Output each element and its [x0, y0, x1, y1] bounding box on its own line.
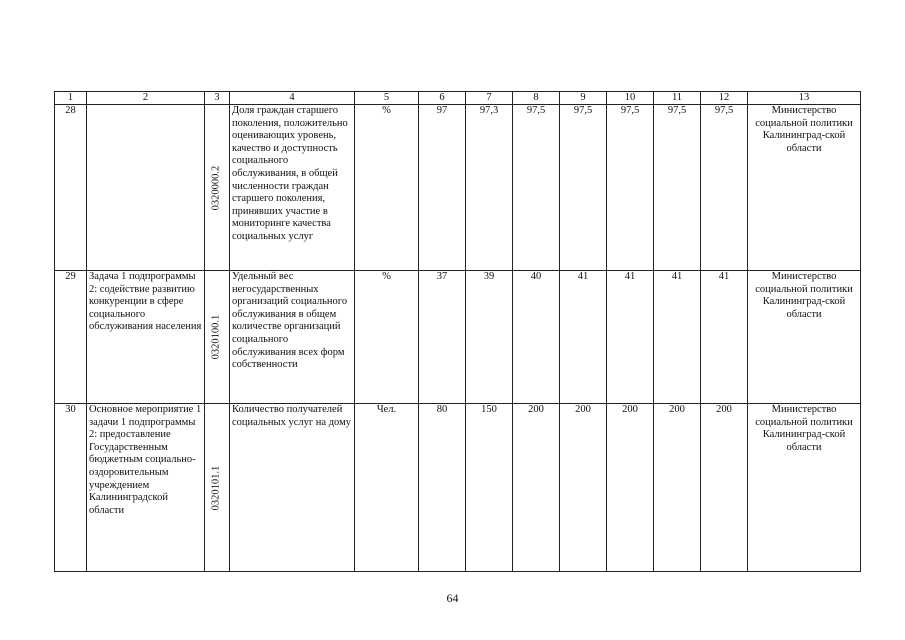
responsible-agency: Министерство социальной политики Калининград-ской области	[748, 271, 861, 404]
value-col-11: 41	[654, 271, 701, 404]
indicator-name: Количество получателей социальных услуг на дому	[230, 404, 355, 572]
value-col-10: 41	[607, 271, 654, 404]
value-col-6: 97	[419, 105, 466, 271]
value-col-12: 97,5	[701, 105, 748, 271]
col-header-5: 5	[355, 92, 419, 105]
value-col-11: 97,5	[654, 105, 701, 271]
col-header-9: 9	[560, 92, 607, 105]
value-col-10: 97,5	[607, 105, 654, 271]
code-cell	[205, 404, 230, 572]
col-header-12: 12	[701, 92, 748, 105]
col-header-8: 8	[513, 92, 560, 105]
value-col-6: 37	[419, 271, 466, 404]
indicator-code: 0320000.2	[210, 165, 222, 210]
task-description: Основное мероприятие 1 задачи 1 подпрограммы 2: предоставление Государственным бюджетным социально-оздоровительным учреждением Калининградской области	[87, 404, 205, 572]
value-col-9: 200	[560, 404, 607, 572]
code-cell	[205, 105, 230, 271]
responsible-agency: Министерство социальной политики Калининград-ской области	[748, 105, 861, 271]
row-number: 29	[55, 271, 87, 404]
value-col-8: 40	[513, 271, 560, 404]
col-header-3: 3	[205, 92, 230, 105]
col-header-6: 6	[419, 92, 466, 105]
indicator-name: Удельный вес негосударственных организаций социального обслуживания в общем количестве организаций социального обслуживания всех форм собственности	[230, 271, 355, 404]
value-col-11: 200	[654, 404, 701, 572]
indicator-name: Доля граждан старшего поколения, положительно оценивающих уровень, качество и доступность социального обслуживания, в общей численности граждан старшего поколения, принявших участие в мониторинге качества социальных услуг	[230, 105, 355, 271]
unit: Чел.	[355, 404, 419, 572]
header-row	[55, 92, 861, 105]
col-header-11: 11	[654, 92, 701, 105]
indicator-code: 0320100.1	[210, 314, 222, 360]
task-description	[87, 105, 205, 271]
code-cell	[205, 271, 230, 404]
value-col-12: 200	[701, 404, 748, 572]
value-col-9: 41	[560, 271, 607, 404]
value-col-9: 97,5	[560, 105, 607, 271]
row-number: 28	[55, 105, 87, 271]
value-col-7: 150	[466, 404, 513, 572]
value-col-7: 39	[466, 271, 513, 404]
page-number: 64	[446, 591, 459, 605]
unit: %	[355, 105, 419, 271]
value-col-8: 97,5	[513, 105, 560, 271]
value-col-8: 200	[513, 404, 560, 572]
indicator-code: 0320101.1	[210, 465, 222, 510]
value-col-10: 200	[607, 404, 654, 572]
indicators-table	[54, 91, 861, 572]
task-description: Задача 1 подпрограммы 2: содействие развитию конкуренции в сфере социального обслуживания населения	[87, 271, 205, 404]
unit: %	[355, 271, 419, 404]
col-header-4: 4	[230, 92, 355, 105]
responsible-agency: Министерство социальной политики Калининград-ской области	[748, 404, 861, 572]
col-header-1: 1	[55, 92, 87, 105]
table-row	[55, 404, 861, 572]
table-row	[55, 271, 861, 404]
col-header-13: 13	[748, 92, 861, 105]
value-col-6: 80	[419, 404, 466, 572]
value-col-12: 41	[701, 271, 748, 404]
row-number: 30	[55, 404, 87, 572]
col-header-7: 7	[466, 92, 513, 105]
table-row	[55, 105, 861, 271]
col-header-2: 2	[87, 92, 205, 105]
value-col-7: 97,3	[466, 105, 513, 271]
col-header-10: 10	[607, 92, 654, 105]
